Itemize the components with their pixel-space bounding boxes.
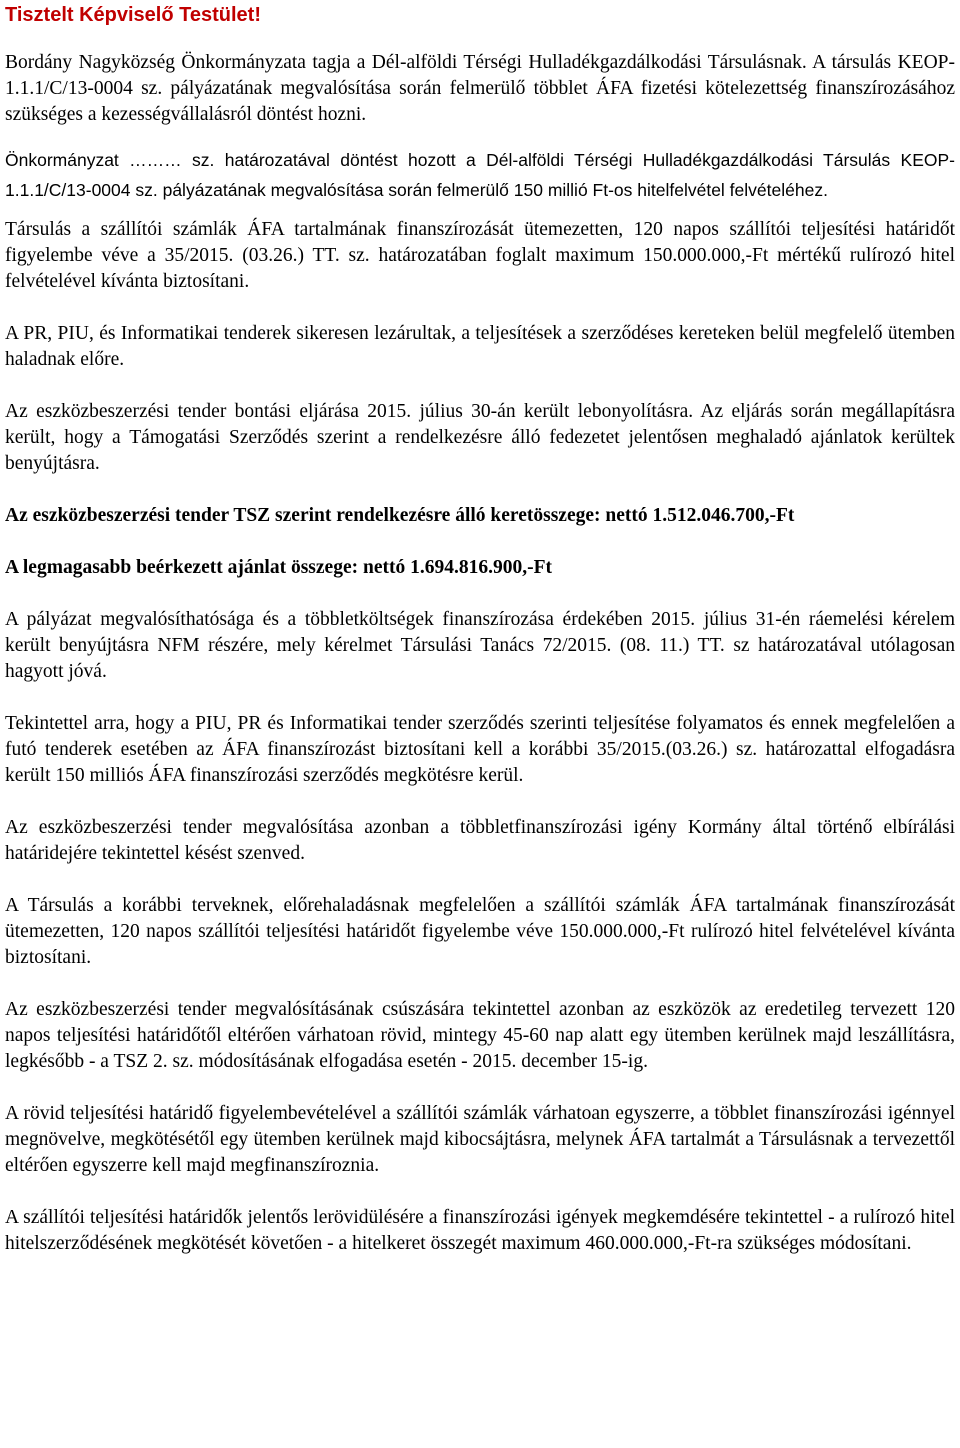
paragraph-vat-financing: Társulás a szállítói számlák ÁFA tartalmának finanszírozását ütemezetten, 120 napos szállítói teljesítési határidőt figyelembe véve a 35/2015. (03.26.) TT. sz. határozatában foglalt maximum 150.000.000,-Ft mértékű rulírozó hitel felvételével kívánta biztosítani. xyxy=(5,219,955,292)
paragraph-budget-amount: Az eszközbeszerzési tender TSZ szerint rendelkezésre álló keretösszege: nettó 1.512.046.700,-Ft xyxy=(5,505,795,526)
paragraph-vat-contract: Tekintettel arra, hogy a PIU, PR és Informatikai tender szerződés szerinti teljesítése folyamatos és ennek megfelelően a futó tenderek esetében az ÁFA finanszírozást biztosítani kell a korábbi 35/2015.(03.26.) sz. határozattal elfogadásra került 150 milliós ÁFA finanszírozási szerződés megkötésre kerül. xyxy=(5,713,955,786)
paragraph-council-decision: Önkormányzat ……… sz. határozatával döntést hozott a Dél-alföldi Térségi Hulladékgazdálkodási Társulás KEOP-1.1.1/C/13-0004 sz. pályázatának megvalósítása során felmerülő 150 millió Ft-os hitelfelvétel felvételéhez. xyxy=(5,150,955,200)
paragraph-revolving-credit: A Társulás a korábbi terveknek, előrehaladásnak megfelelően a szállítói számlák ÁFA tartalmának finanszírozását ütemezetten, 120 napos szállítói teljesítési határidőt figyelembe véve 150.000.000,-Ft rulírozó hitel felvételével kívánta biztosítani. xyxy=(5,895,955,968)
paragraph-procurement-opening: Az eszközbeszerzési tender bontási eljárása 2015. július 30-án került lebonyolításra. Az eljárás során megállapításra került, hogy a Támogatási Szerződés szerint a rendelkezésre álló fedezetet jelentősen meghaladó ajánlatok kerültek benyújtásra. xyxy=(5,401,955,474)
paragraph-tenders-closed: A PR, PIU, és Informatikai tenderek sikeresen lezárultak, a teljesítések a szerződéses kereteken belül megfelelő ütemben haladnak előre. xyxy=(5,323,955,370)
paragraph-highest-offer: A legmagasabb beérkezett ajánlat összege: nettó 1.694.816.900,-Ft xyxy=(5,557,552,578)
document-page xyxy=(5,0,955,1257)
document-title: Tisztelt Képviselő Testület! xyxy=(5,4,261,26)
paragraph-credit-modification: A szállítói teljesítési határidők jelentős lerövidülésére a finanszírozási igények megkemdésére tekintettel - a rulírozó hitel hitelszerződésének megkötését követően - a hitelkeret összegét maximum 460.000.000,-Ft-ra szükséges módosítani. xyxy=(5,1207,955,1254)
paragraph-membership: Bordány Nagyközség Önkormányzata tagja a Dél-alföldi Térségi Hulladékgazdálkodási Társulásnak. A társulás KEOP-1.1.1/C/13-0004 sz. pályázatának megvalósítása során felmerülő többlet ÁFA fizetési kötelezettség finanszírozásához szükséges a kezességvállalásról döntést hozni. xyxy=(5,52,955,125)
paragraph-delivery-schedule: Az eszközbeszerzési tender megvalósításának csúszására tekintettel azonban az eszközök az eredetileg tervezett 120 napos teljesítési határidőtől eltérően várhatoan rövid, mintegy 45-60 nap alatt egy ütemben kerülnek majd leszállításra, legkésőbb - a TSZ 2. sz. módosításának elfogadása esetén - 2015. december 15-ig. xyxy=(5,999,955,1072)
paragraph-increase-request: A pályázat megvalósíthatósága és a többletköltségek finanszírozása érdekében 2015. július 31-én ráemelési kérelem került benyújtásra NFM részére, mely kérelmet Társulási Tanács 72/2015. (08. 11.) TT. sz határozatával utólagosan hagyott jóvá. xyxy=(5,609,955,682)
paragraph-invoice-timing: A rövid teljesítési határidő figyelembevételével a szállítói számlák várhatoan egyszerre, a többlet finanszírozási igénnyel megnövelve, megkötésétől egy ütemben kerülnek majd kibocsájtásra, melynek ÁFA tartalmát a Társulásnak a tervezettől eltérően egyszerre kell majd megfinanszíroznia. xyxy=(5,1103,955,1176)
paragraph-procurement-delay: Az eszközbeszerzési tender megvalósítása azonban a többletfinanszírozási igény Kormány által történő elbírálási határidejére tekintettel késést szenved. xyxy=(5,817,955,864)
